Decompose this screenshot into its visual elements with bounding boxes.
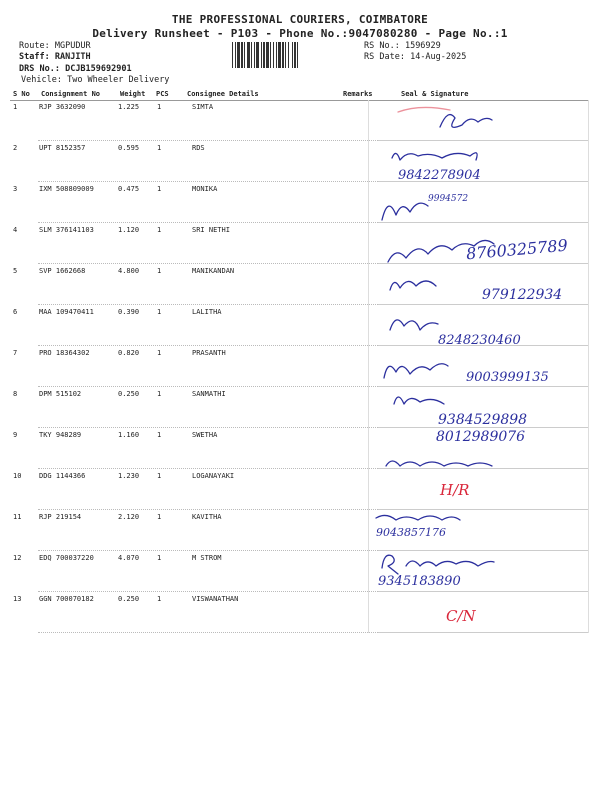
row-consignee: LOGANAYAKI — [192, 472, 235, 480]
row-pcs: 1 — [157, 144, 162, 152]
staff-label: Staff: — [19, 52, 50, 62]
row-sno: 11 — [13, 513, 22, 521]
handwritten-phone: 8760325789 — [465, 235, 569, 264]
col-sno: S No — [13, 90, 30, 98]
row-consignee: SRI NETHI — [192, 226, 230, 234]
handwritten-phone: 9003999135 — [466, 370, 549, 385]
row-consignment: TKY 948289 — [39, 431, 82, 439]
handwritten-phone: 9842278904 — [398, 168, 481, 183]
row-pcs: 1 — [157, 431, 162, 439]
row-sno: 3 — [13, 185, 18, 193]
row-consignment: SLM 376141103 — [39, 226, 94, 234]
row-consignment: DPM 515102 — [39, 390, 82, 398]
row-sno: 6 — [13, 308, 18, 316]
row-consignee: KAVITHA — [192, 513, 222, 521]
row-sno: 13 — [13, 595, 22, 603]
handwritten-note: C/N — [446, 607, 476, 625]
row-pcs: 1 — [157, 103, 162, 111]
row-consignee: SIMTA — [192, 103, 214, 111]
handwritten-phone: 8012989076 — [436, 429, 526, 445]
handwritten-phone: 9994572 — [428, 194, 469, 204]
signature-row-12 — [382, 555, 494, 574]
signature-row-7 — [384, 364, 448, 378]
row-consignee: VISWANATHAN — [192, 595, 239, 603]
row-consignment: IXM 508809009 — [39, 185, 94, 193]
row-sno: 2 — [13, 144, 18, 152]
signature-row-6 — [390, 320, 438, 330]
drs-value: DCJB159692901 — [65, 64, 132, 74]
row-pcs: 1 — [157, 349, 162, 357]
row-sno: 8 — [13, 390, 18, 398]
rs-no-value: 1596929 — [404, 41, 441, 51]
row-sno: 4 — [13, 226, 18, 234]
row-consignment: DDG 1144366 — [39, 472, 86, 480]
row-weight: 1.225 — [118, 103, 140, 111]
handwritten-phone: 8248230460 — [438, 333, 521, 348]
row-weight: 1.160 — [118, 431, 140, 439]
col-pcs: PCS — [156, 90, 169, 98]
signature-row-11 — [376, 515, 460, 520]
row-pcs: 1 — [157, 554, 162, 562]
row-weight: 0.475 — [118, 185, 140, 193]
row-consignee: M STROM — [192, 554, 222, 562]
col-consignment: Consignment No — [41, 90, 101, 98]
row-consignment: UPT 8152357 — [39, 144, 86, 152]
row-pcs: 1 — [157, 308, 162, 316]
row-consignment: EDQ 700037220 — [39, 554, 94, 562]
rs-date-value: 14-Aug-2025 — [410, 52, 467, 62]
drs-label: DRS No.: — [19, 64, 60, 74]
row-sno: 1 — [13, 103, 18, 111]
col-remarks: Remarks — [343, 90, 373, 98]
row-consignment: GGN 700070182 — [39, 595, 94, 603]
row-weight: 0.820 — [118, 349, 140, 357]
row-sno: 12 — [13, 554, 22, 562]
row-consignee: SANMATHI — [192, 390, 226, 398]
row-weight: 1.230 — [118, 472, 140, 480]
signature-row-5 — [390, 281, 436, 290]
row-consignee: LALITHA — [192, 308, 222, 316]
handwritten-phone: 9384529898 — [438, 412, 528, 428]
signature-row-3 — [382, 203, 428, 220]
col-consignee: Consignee Details — [187, 90, 259, 98]
row-pcs: 1 — [157, 226, 162, 234]
handwritten-note: H/R — [440, 481, 470, 499]
runsheet-title: Delivery Runsheet - P103 - Phone No.:9047080280 - Page No.:1 — [92, 27, 508, 40]
row-weight: 2.120 — [118, 513, 140, 521]
row-pcs: 1 — [157, 513, 162, 521]
row-consignment: SVP 1662668 — [39, 267, 86, 275]
handwritten-phone: 979122934 — [482, 287, 563, 303]
row-weight: 0.250 — [118, 390, 140, 398]
row-pcs: 1 — [157, 267, 162, 275]
row-consignment: RJP 3632090 — [39, 103, 86, 111]
vehicle-label: Vehicle: — [21, 75, 62, 85]
row-sno: 5 — [13, 267, 18, 275]
row-consignment: PRO 18364302 — [39, 349, 90, 357]
row-weight: 0.595 — [118, 144, 140, 152]
col-seal: Seal & Signature — [401, 90, 469, 98]
company-title: THE PROFESSIONAL COURIERS, COIMBATORE — [171, 13, 429, 26]
row-weight: 4.070 — [118, 554, 140, 562]
route-label: Route: — [19, 41, 50, 51]
row-sno: 10 — [13, 472, 22, 480]
row-consignment: RJP 219154 — [39, 513, 82, 521]
row-sno: 9 — [13, 431, 18, 439]
row-weight: 0.250 — [118, 595, 140, 603]
route-value: MGPUDUR — [54, 41, 91, 51]
row-weight: 4.800 — [118, 267, 140, 275]
vehicle-value: Two Wheeler Delivery — [67, 75, 170, 85]
row-sno: 7 — [13, 349, 18, 357]
staff-value: RANJITH — [54, 52, 91, 62]
row-pcs: 1 — [157, 472, 162, 480]
row-pcs: 1 — [157, 185, 162, 193]
row-consignment: MAA 109470411 — [39, 308, 94, 316]
row-consignee: SWETHA — [192, 431, 218, 439]
row-consignee: MANIKANDAN — [192, 267, 235, 275]
rs-date-label: RS Date: — [364, 52, 405, 62]
rs-no-label: RS No.: — [364, 41, 400, 51]
signature-row-1 — [398, 107, 492, 127]
col-weight: Weight — [120, 90, 146, 98]
signature-row-2 — [392, 153, 477, 160]
row-weight: 1.120 — [118, 226, 140, 234]
row-pcs: 1 — [157, 390, 162, 398]
row-consignee: MONIKA — [192, 185, 218, 193]
row-consignee: RDS — [192, 144, 205, 152]
row-weight: 0.390 — [118, 308, 140, 316]
row-pcs: 1 — [157, 595, 162, 603]
row-consignee: PRASANTH — [192, 349, 226, 357]
signature-row-8 — [394, 397, 444, 404]
handwritten-phone: 9043857176 — [376, 526, 446, 539]
handwritten-phone: 9345183890 — [378, 574, 461, 589]
signature-row-9 — [386, 461, 492, 466]
